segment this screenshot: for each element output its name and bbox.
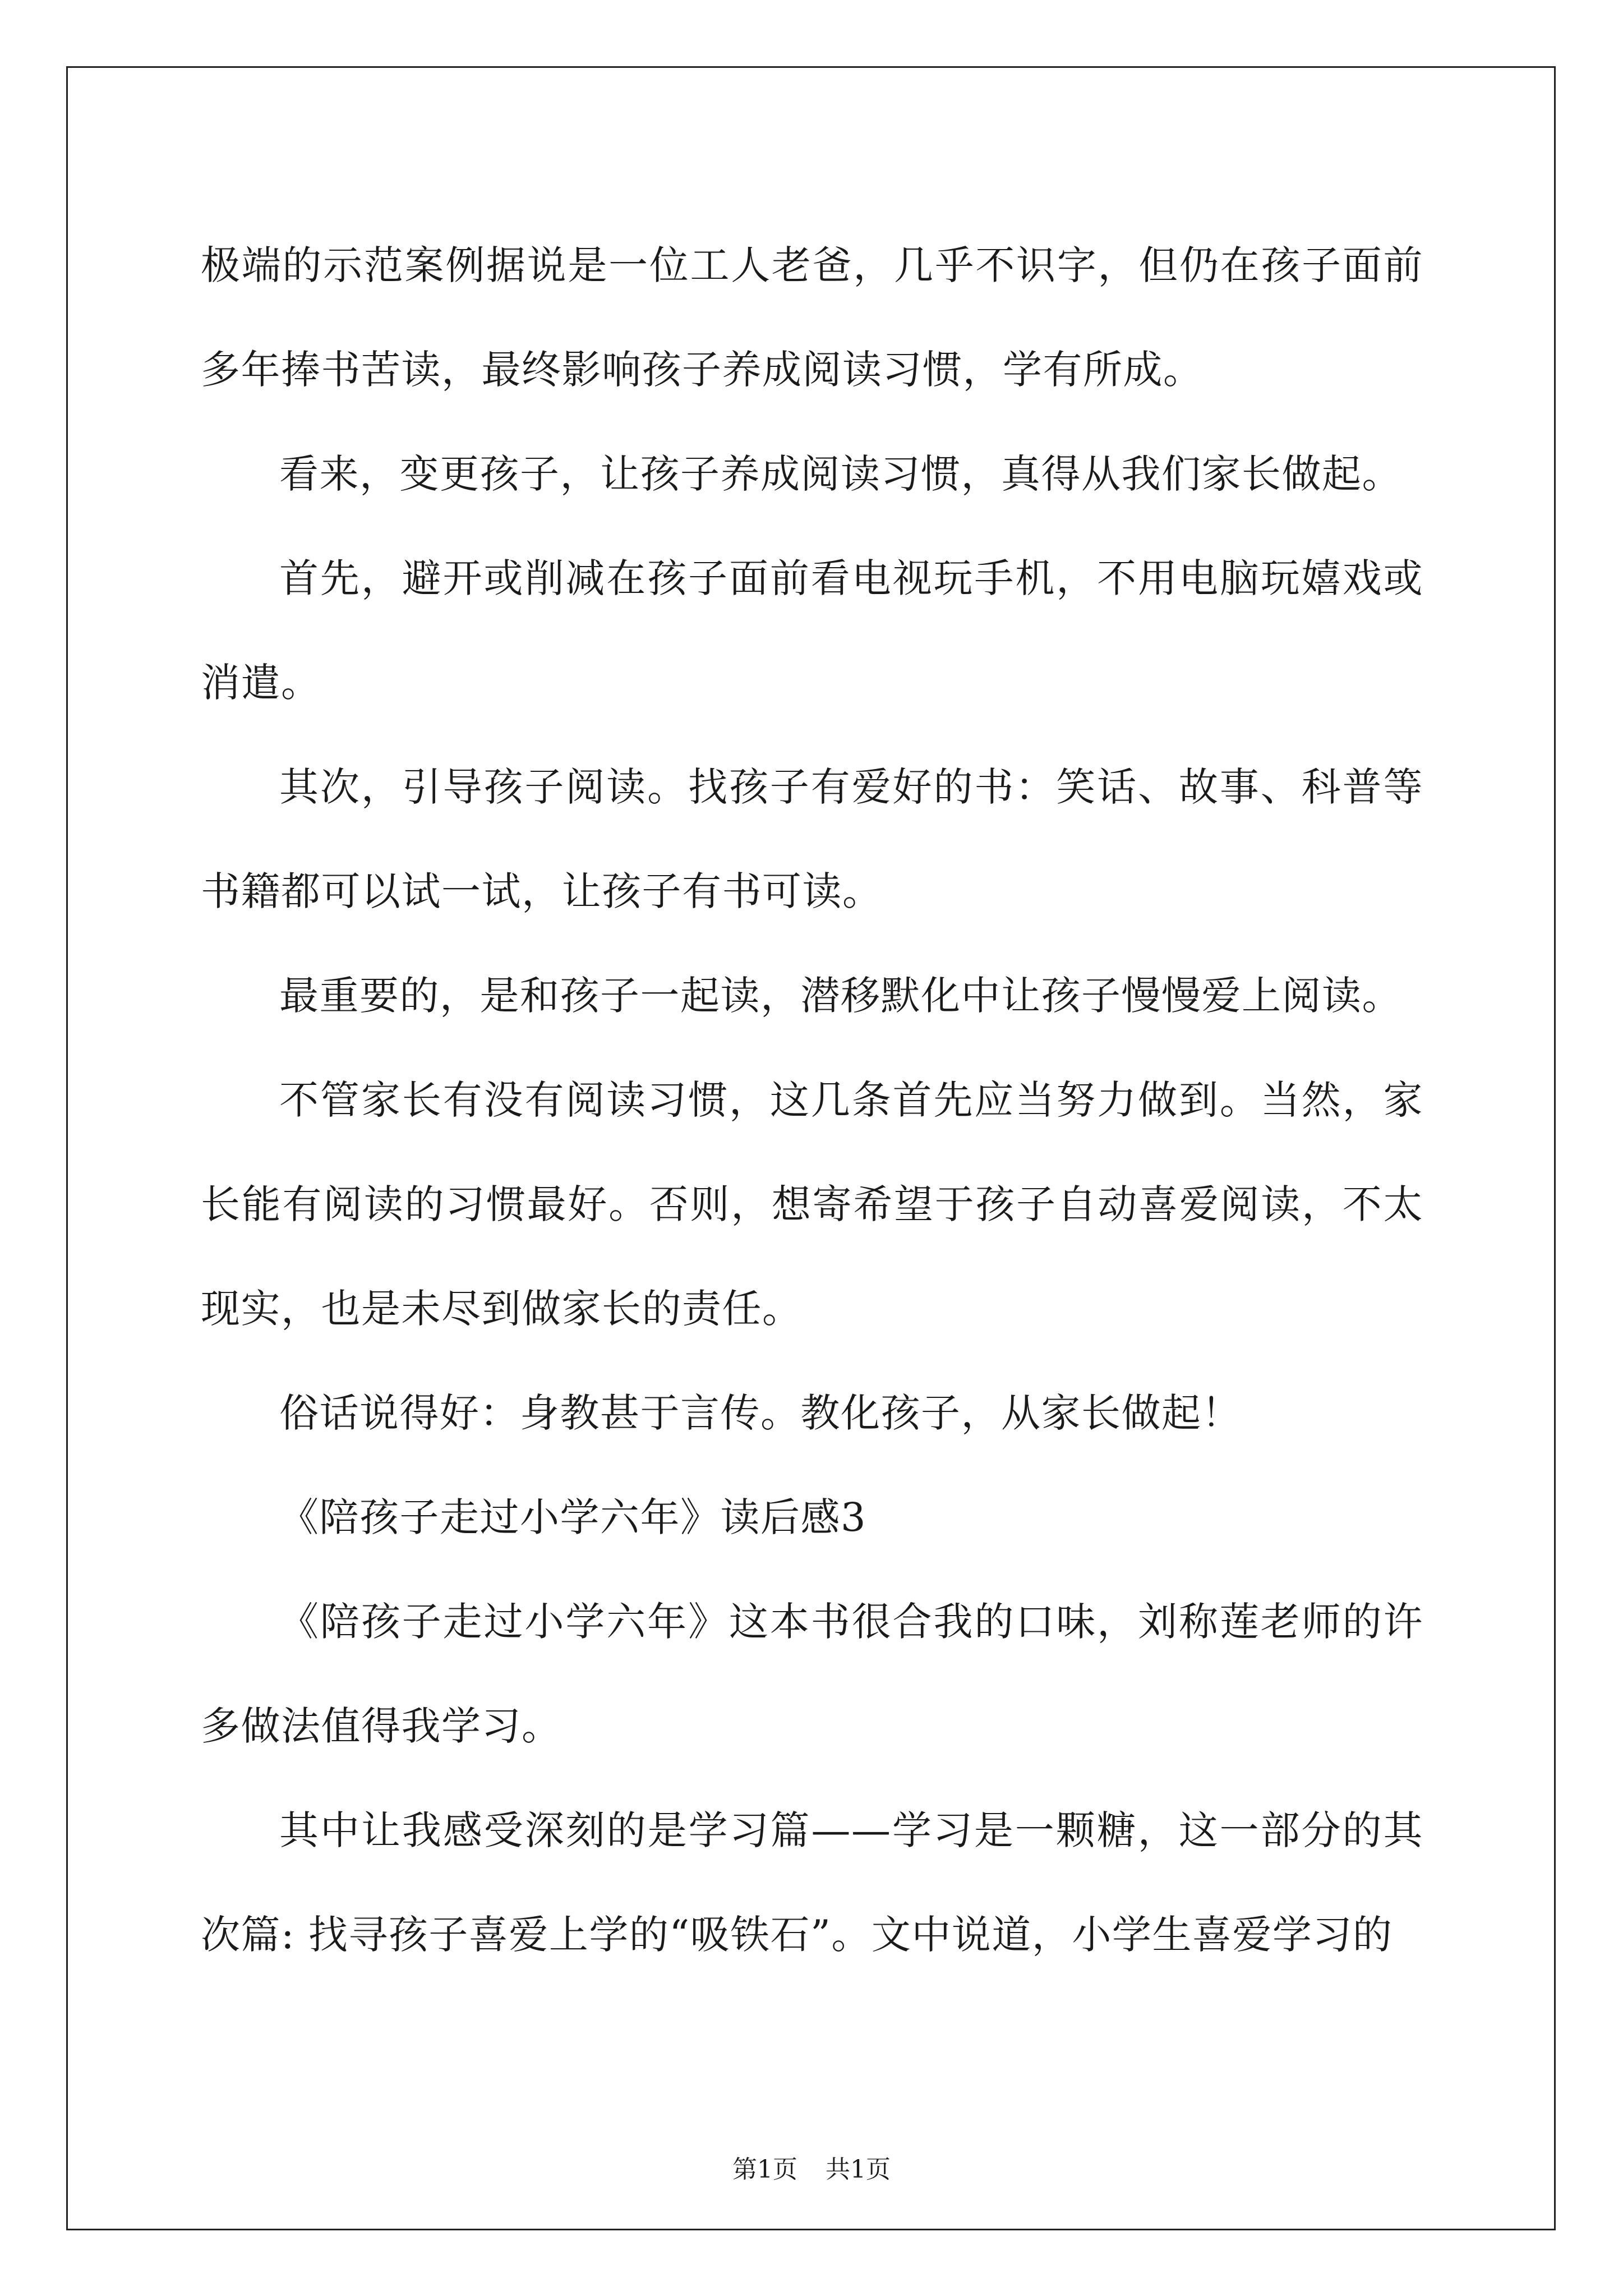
paragraph-6: 不管家长有没有阅读习惯，这几条首先应当努力做到。当然，家长能有阅读的习惯最好。否则，想寄希望于孩子自动喜爱阅读，不太现实，也是未尽到做家长的责任。 xyxy=(201,1077,1423,1332)
page-footer xyxy=(0,2153,1623,2187)
document-body xyxy=(201,213,1423,1987)
paragraph-1: 极端的示范案例据说是一位工人老爸，几乎不识字，但仍在孩子面前多年捧书苦读，最终影响孩子养成阅读习惯，学有所成。 xyxy=(201,242,1423,393)
paragraph-3: 首先，避开或削减在孩子面前看电视玩手机，不用电脑玩嬉戏或消遣。 xyxy=(201,555,1423,706)
paragraph-5: 最重要的，是和孩子一起读，潜移默化中让孩子慢慢爱上阅读。 xyxy=(279,973,1402,1019)
paragraph-2: 看来，变更孩子，让孩子养成阅读习惯，真得从我们家长做起。 xyxy=(279,451,1402,497)
paragraph-4: 其次，引导孩子阅读。找孩子有爱好的书：笑话、故事、科普等书籍都可以试一试，让孩子有书可读。 xyxy=(201,764,1423,914)
paragraph-8: 《陪孩子走过小学六年》这本书很合我的口味，刘称莲老师的许多做法值得我学习。 xyxy=(201,1599,1423,1749)
paragraph-7: 俗话说得好：身教甚于言传。教化孩子，从家长做起！ xyxy=(279,1390,1242,1436)
paragraph-9: 其中让我感受深刻的是学习篇——学习是一颗糖，这一部分的其次篇: 找寻孩子喜爱上学的“吸铁石”。文中说道，小学生喜爱学习的 xyxy=(201,1807,1423,1958)
page-number: 第1页 xyxy=(732,2155,797,2184)
section-heading: 《陪孩子走过小学六年》读后感3 xyxy=(279,1494,867,1540)
page-total: 共1页 xyxy=(826,2155,891,2184)
